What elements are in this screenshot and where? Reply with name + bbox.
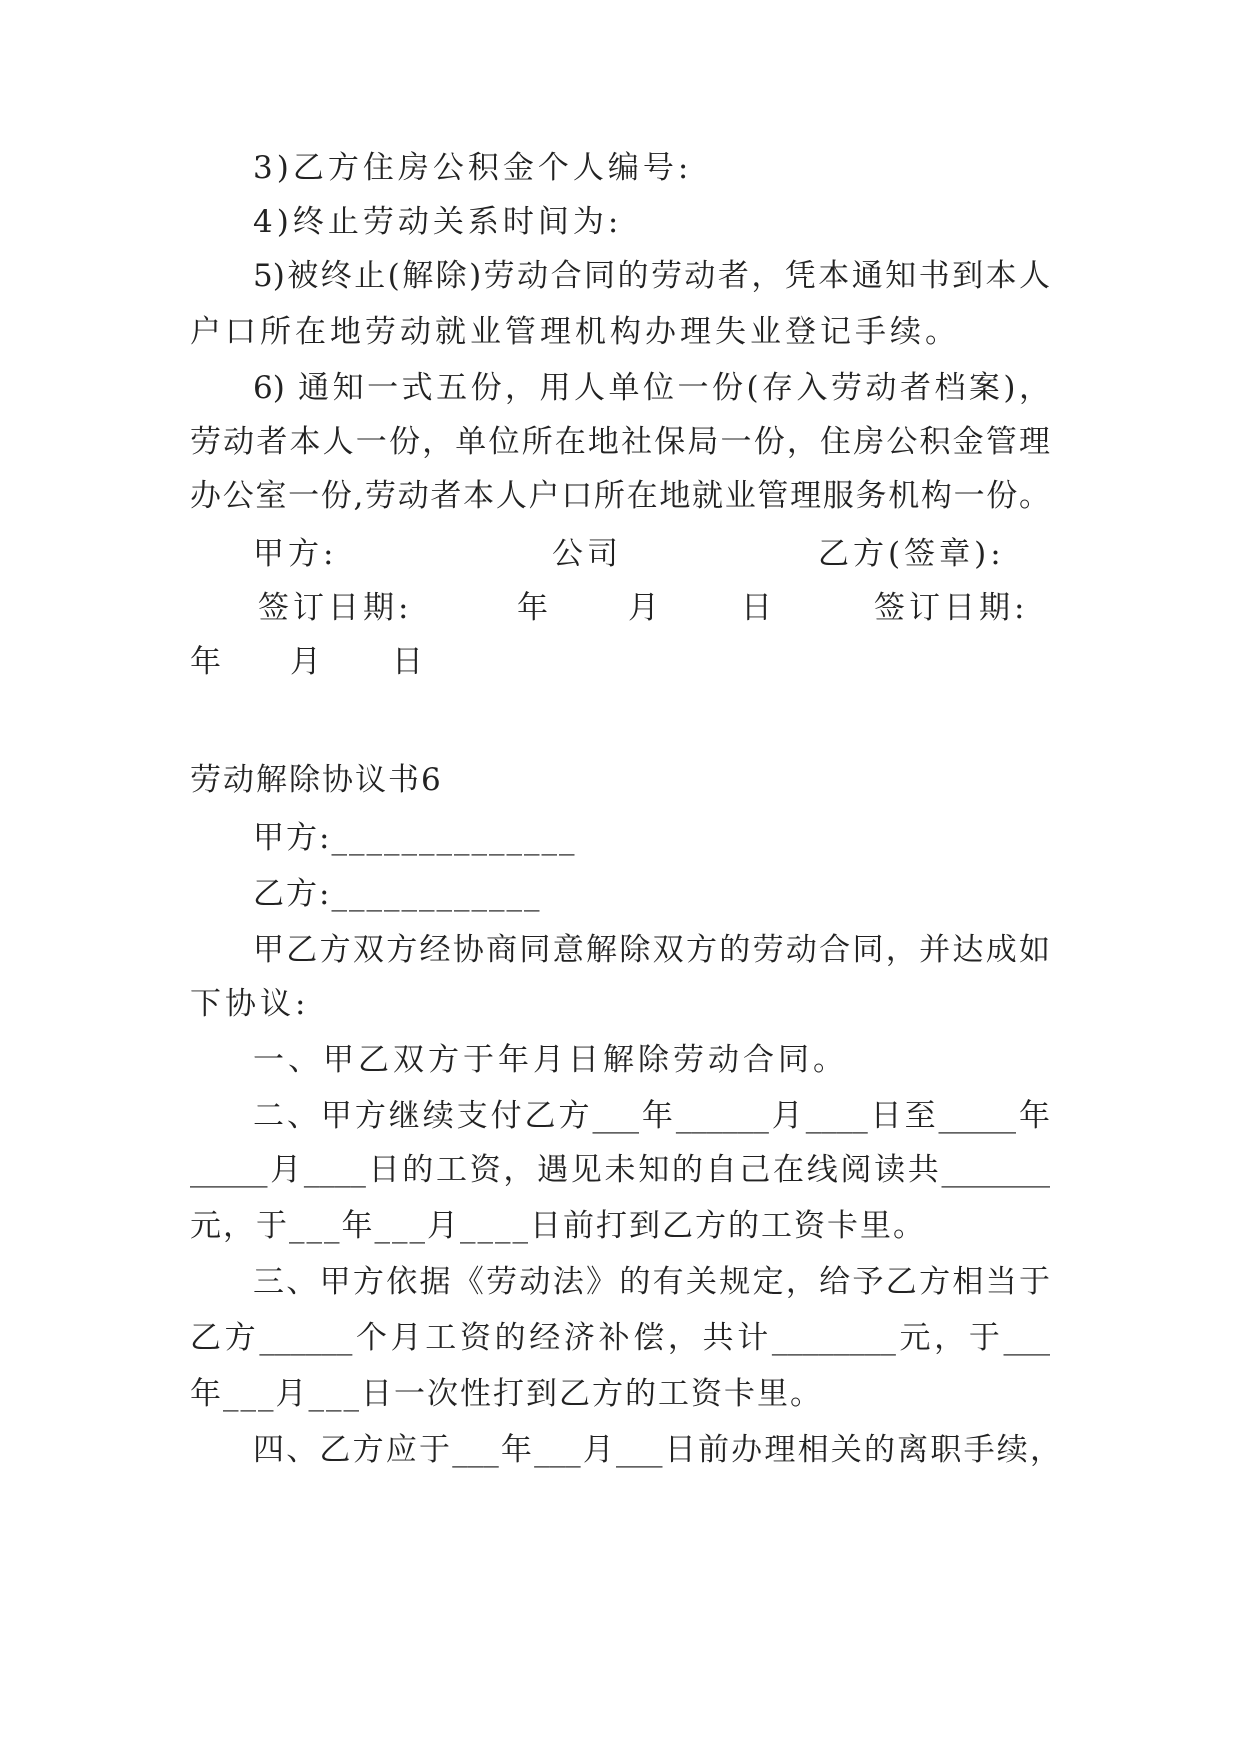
item-6-line-1: 6) 通知一式五份，用人单位一份(存入劳动者档案)， (253, 370, 1050, 406)
item-5-line-1: 5)被终止(解除)劳动合同的劳动者，凭本通知书到本人 (253, 258, 1050, 294)
sign-day-b: 日 (392, 644, 427, 680)
intro-line-1: 甲乙方双方经协商同意解除双方的劳动合同，并达成如 (253, 932, 1050, 968)
sign-year-b: 年 (190, 644, 225, 680)
item-4: 4)终止劳动关系时间为: (253, 204, 623, 240)
party-a-field: 甲方:______________ (253, 820, 577, 856)
intro-line-2: 下协议: (190, 986, 310, 1022)
clause-4-line-1: 四、乙方应于___年___月___日前办理相关的离职手续， (253, 1432, 1061, 1468)
item-3: 3)乙方住房公积金个人编号: (253, 150, 693, 186)
clause-2-line-2: _____月____日的工资，遇见未知的自己在线阅读共_______ (190, 1152, 1050, 1188)
clause-3-line-3: 年___月___日一次性打到乙方的工资卡里。 (190, 1376, 823, 1412)
sign-month-a: 月 (628, 590, 663, 626)
section-title: 劳动解除协议书6 (190, 762, 443, 798)
clause-2-line-3: 元，于___年___月____日前打到乙方的工资卡里。 (190, 1208, 926, 1244)
party-b-field: 乙方:____________ (253, 876, 542, 912)
item-5-line-2: 户口所在地劳动就业管理机构办理失业登记手续。 (190, 314, 960, 350)
company-label: 公司 (552, 536, 622, 572)
clause-3-line-1: 三、甲方依据《劳动法》的有关规定，给予乙方相当于 (253, 1264, 1050, 1300)
sign-date-label-b: 签订日期: (874, 590, 1029, 626)
sign-date-label-a: 签订日期: (258, 590, 413, 626)
clause-1: 一、甲乙双方于年月日解除劳动合同。 (253, 1042, 848, 1078)
clause-3-line-2: 乙方______个月工资的经济补偿，共计________元，于___ (190, 1320, 1050, 1356)
party-b-seal-label: 乙方(签章): (818, 536, 1005, 572)
sign-day-a: 日 (741, 590, 776, 626)
party-a-label: 甲方: (253, 536, 338, 572)
item-6-line-3: 办公室一份,劳动者本人户口所在地就业管理服务机构一份。 (190, 478, 1050, 514)
clause-2-line-1: 二、甲方继续支付乙方___年______月____日至_____年 (253, 1098, 1050, 1134)
sign-year-a: 年 (517, 590, 552, 626)
item-6-line-2: 劳动者本人一份，单位所在地社保局一份，住房公积金管理 (190, 424, 1050, 460)
sign-month-b: 月 (290, 644, 325, 680)
